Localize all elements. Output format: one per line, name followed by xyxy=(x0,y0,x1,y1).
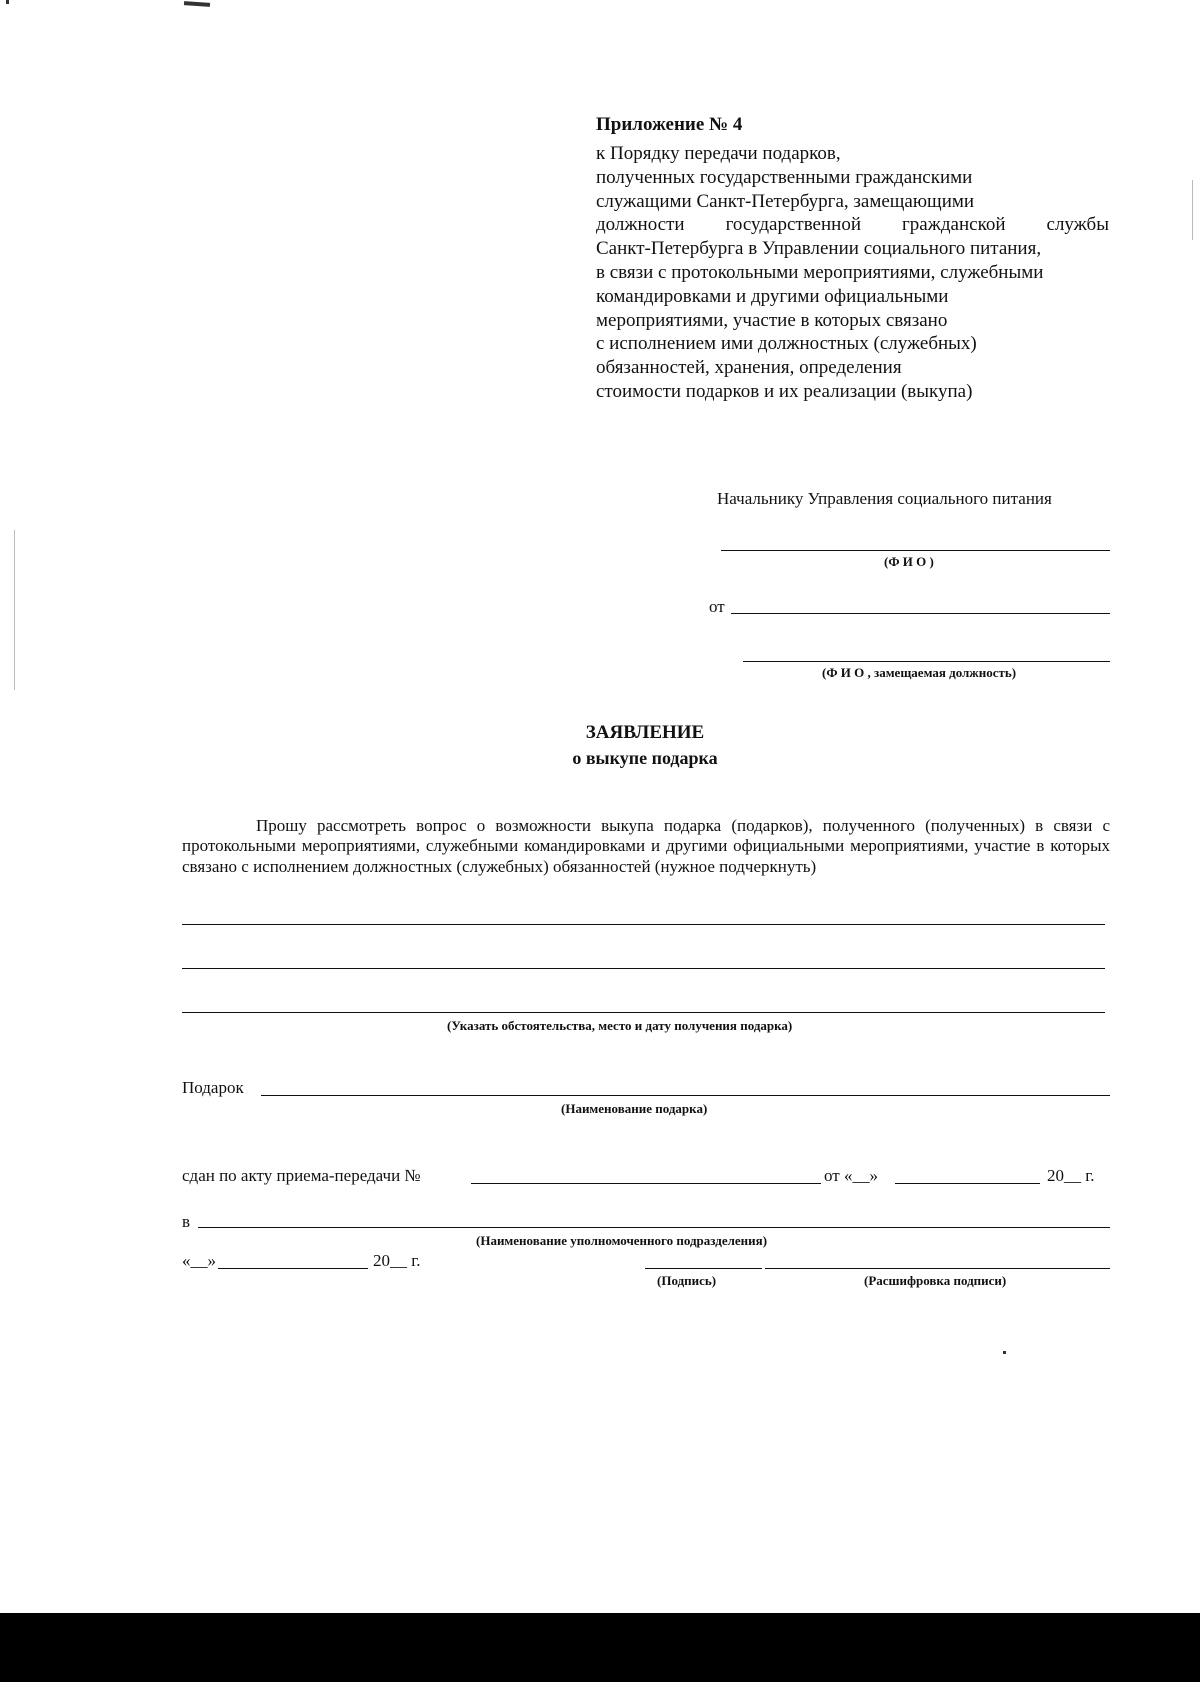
circumstances-caption: (Указать обстоятельства, место и дату получения подарка) xyxy=(447,1018,793,1033)
signature-year: 20__ г. xyxy=(373,1251,421,1270)
from-label: от xyxy=(709,597,725,616)
signature-month-field[interactable] xyxy=(218,1268,368,1269)
from-fio-field[interactable] xyxy=(731,613,1110,614)
scan-edge-left xyxy=(14,530,15,690)
addressee-fio-field[interactable] xyxy=(721,550,1110,551)
act-year: 20__ г. xyxy=(1047,1166,1095,1185)
appendix-line: должности государственной гражданской службы xyxy=(596,214,1109,236)
appendix-line: обязанностей, хранения, определения xyxy=(596,357,902,379)
statement-body: Прошу рассмотреть вопрос о возможности выкупа подарка (подарков), полученного (полученных) в связи с протокольными мероприятиями, служебными командировками и другими официальными мероприятиями, участие в которых связано с исполнением должностных (служебных) обязанностей (нужное подчеркнуть) xyxy=(182,816,1110,876)
appendix-line: служащими Санкт-Петербурга, замещающими xyxy=(596,190,975,212)
appendix-line: с исполнением ими должностных (служебных) xyxy=(596,333,977,355)
act-label: сдан по акту приема-передачи № xyxy=(182,1166,421,1185)
scan-mark-top xyxy=(184,1,210,7)
department-caption: (Наименование уполномоченного подразделения) xyxy=(476,1233,768,1248)
circumstances-line-2[interactable] xyxy=(182,968,1105,969)
appendix-line: командировками и другими официальными xyxy=(596,285,949,307)
circumstances-line-1[interactable] xyxy=(182,924,1105,925)
signature-caption: (Подпись) xyxy=(657,1273,717,1288)
appendix-line: мероприятиями, участие в которых связано xyxy=(596,309,948,331)
appendix-line: к Порядку передачи подарков, xyxy=(596,143,841,164)
statement-subtitle: о выкупе подарка xyxy=(572,748,718,768)
gift-name-field[interactable] xyxy=(261,1095,1110,1096)
appendix-title: Приложение № 4 xyxy=(596,114,743,135)
addressee-fio-caption: (Ф И О ) xyxy=(884,554,934,569)
scan-dot xyxy=(1003,1351,1006,1354)
gift-label: Подарок xyxy=(182,1078,244,1097)
department-label: в xyxy=(182,1212,191,1231)
scan-bottom-band xyxy=(0,1613,1200,1682)
act-number-field[interactable] xyxy=(471,1183,821,1184)
appendix-line: в связи с протокольными мероприятиями, служебными xyxy=(596,261,1044,283)
from-caption: (Ф И О , замещаемая должность) xyxy=(822,665,1017,680)
addressee-to: Начальнику Управления социального питания xyxy=(717,489,1052,508)
department-field[interactable] xyxy=(198,1227,1110,1228)
signature-decode-caption: (Расшифровка подписи) xyxy=(864,1273,1007,1288)
signature-field[interactable] xyxy=(645,1268,762,1269)
signature-date-prefix: «__» xyxy=(182,1251,216,1270)
scan-mark-corner xyxy=(6,0,9,4)
appendix-line: Санкт-Петербурга в Управлении социального питания, xyxy=(596,238,1042,260)
act-date-prefix: от «__» xyxy=(824,1166,878,1185)
act-month-field[interactable] xyxy=(895,1183,1040,1184)
signature-decode-field[interactable] xyxy=(765,1268,1110,1269)
from-position-field[interactable] xyxy=(743,661,1110,662)
circumstances-line-3[interactable] xyxy=(182,1012,1105,1013)
gift-caption: (Наименование подарка) xyxy=(561,1101,708,1116)
appendix-line: стоимости подарков и их реализации (выкупа) xyxy=(596,380,973,402)
scan-edge-right xyxy=(1192,180,1193,240)
statement-title: ЗАЯВЛЕНИЕ xyxy=(585,722,705,743)
appendix-text xyxy=(596,142,1109,404)
appendix-line: полученных государственными гражданскими xyxy=(596,166,973,188)
